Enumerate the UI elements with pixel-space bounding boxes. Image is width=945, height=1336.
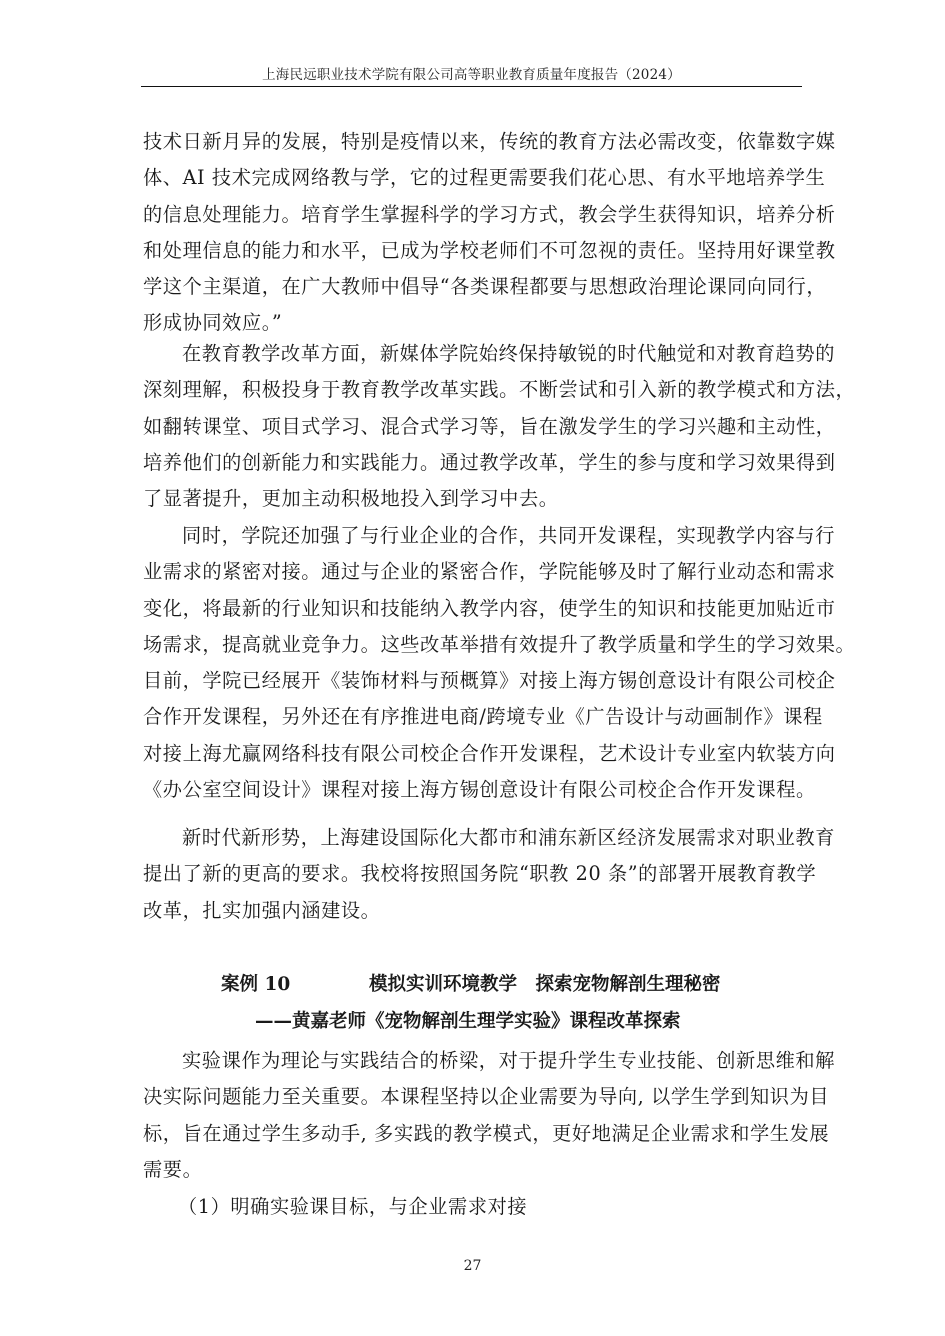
header-rule	[141, 86, 802, 87]
text-line: 在教育教学改革方面，新媒体学院始终保持敏锐的时代触觉和对教育趋势的	[182, 342, 835, 365]
text-line: 目前，学院已经展开《装饰材料与预概算》对接上海方锡创意设计有限公司校企	[143, 669, 836, 693]
text-line: 同时，学院还加强了与行业企业的合作，共同开发课程，实现教学内容与行	[182, 524, 835, 547]
case-paragraph-1	[143, 1043, 835, 1188]
case-label: 案例 10	[221, 974, 291, 995]
text-line: 业需求的紧密对接。通过与企业的紧密合作，学院能够及时了解行业动态和需求	[143, 560, 836, 584]
text-line: 实验课作为理论与实践结合的桥梁，对于提升学生专业技能、创新思维和解	[182, 1049, 835, 1072]
paragraph-2	[143, 336, 856, 517]
case-heading	[143, 970, 808, 1000]
text-line: 场需求，提高就业竞争力。这些改革举措有效提升了教学质量和学生的学习效果。	[143, 632, 856, 656]
text-line: 对接上海尤赢网络科技有限公司校企合作开发课程，艺术设计专业室内软装方向	[143, 741, 836, 765]
case-subtitle: ——黄嘉老师《宠物解剖生理学实验》课程改革探索	[255, 1011, 681, 1032]
paragraph-4	[143, 820, 835, 929]
text-line: 变化，将最新的行业知识和技能纳入教学内容，使学生的知识和技能更加贴近市	[143, 596, 836, 620]
text-line: 标，旨在通过学生多动手, 多实践的教学模式，更好地满足企业需求和学生发展	[143, 1121, 830, 1145]
text-line: 了显著提升，更加主动积极地投入到学习中去。	[143, 487, 559, 511]
text-line: 的信息处理能力。培育学生掌握科学的学习方式，教会学生获得知识，培养分析	[143, 202, 836, 226]
text-line: 体、AI 技术完成网络教与学，它的过程更需要我们花心思、有水平地培养学生	[143, 166, 826, 190]
text-line: 深刻理解，积极投身于教育教学改革实践。不断尝试和引入新的教学模式和方法，	[143, 378, 856, 402]
text-line: 需要。	[143, 1157, 203, 1181]
page-number: 27	[463, 1258, 482, 1274]
paragraph-1	[143, 124, 836, 342]
text-line: 学这个主渠道，在广大教师中倡导“各类课程都要与思想政治理论课同向同行，	[143, 275, 827, 299]
text-line: 改革，扎实加强内涵建设。	[143, 898, 381, 922]
case-title: 模拟实训环境教学 探索宠物解剖生理秘密	[369, 974, 721, 995]
text-line: （1）明确实验课目标，与企业需求对接	[178, 1195, 528, 1218]
case-subsection-heading	[143, 1189, 808, 1225]
text-line: 《办公室空间设计》课程对接上海方锡创意设计有限公司校企合作开发课程。	[143, 778, 816, 802]
text-line: 和处理信息的能力和水平，已成为学校老师们不可忽视的责任。坚持用好课堂教	[143, 238, 836, 262]
text-line: 技术日新月异的发展，特别是疫情以来，传统的教育方法必需改变，依靠数字媒	[143, 130, 836, 153]
text-line: 形成协同效应。”	[143, 311, 283, 335]
case-subheading	[143, 1007, 808, 1037]
text-line: 新时代新形势，上海建设国际化大都市和浦东新区经济发展需求对职业教育	[182, 826, 835, 849]
text-line: 提出了新的更高的要求。我校将按照国务院“职教 20 条”的部署开展教育教学	[143, 862, 817, 886]
paragraph-3	[143, 518, 856, 808]
text-line: 决实际问题能力至关重要。本课程坚持以企业需要为导向, 以学生学到知识为目	[143, 1085, 830, 1109]
text-line: 如翻转课堂、项目式学习、混合式学习等，旨在激发学生的学习兴趣和主动性，	[143, 414, 836, 438]
text-line: 合作开发课程，另外还在有序推进电商/跨境专业《广告设计与动画制作》课程	[143, 705, 823, 729]
text-line: 培养他们的创新能力和实践能力。通过教学改革，学生的参与度和学习效果得到	[143, 450, 836, 474]
page-header-title: 上海民远职业技术学院有限公司高等职业教育质量年度报告（2024）	[262, 67, 681, 83]
